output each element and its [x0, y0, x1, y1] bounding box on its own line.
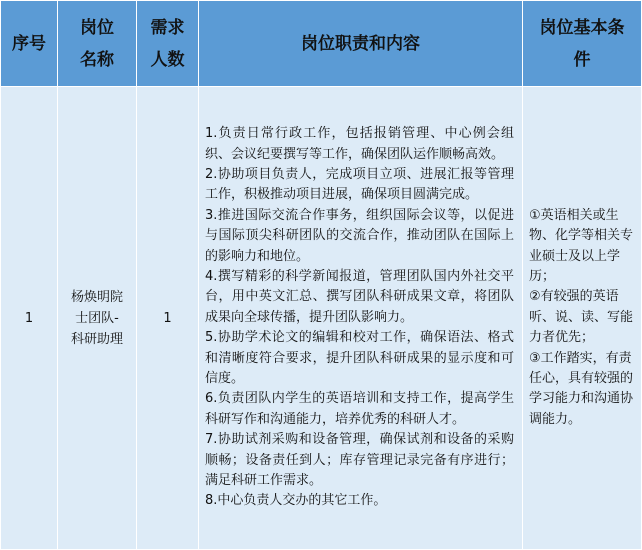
row-index: 1 [1, 87, 58, 550]
header-index: 序号 [1, 1, 58, 87]
header-count [137, 1, 199, 87]
header-duties: 岗位职责和内容 [199, 1, 523, 87]
duty-item: 5.协助学术论文的编辑和校对工作，确保语法、格式和清晰度符合要求，提升团队科研成果的显示度和可信度。 [205, 330, 514, 387]
header-title-line1: 岗位 [80, 17, 114, 38]
duties-list [199, 124, 522, 512]
duty-item: 8.中心负责人交办的其它工作。 [205, 493, 387, 509]
header-title-line2: 名称 [80, 49, 114, 70]
row-count: 1 [137, 87, 199, 550]
table-row [1, 87, 642, 550]
duty-item: 1.负责日常行政工作，包括报销管理、中心例会组织、会议纪要撰写等工作，确保团队运作顺畅高效。 [205, 126, 514, 162]
row-duties [199, 87, 523, 550]
duty-item: 6.负责团队内学生的英语培训和支持工作，提高学生科研写作和沟通能力，培养优秀的科研人才。 [205, 391, 514, 427]
row-title-line3: 科研助理 [70, 331, 123, 347]
header-count-line2: 人数 [150, 49, 185, 70]
requirement-item: ②有较强的英语听、说、读、写能力者优先； [529, 289, 634, 346]
row-requirements [523, 87, 642, 550]
duty-item: 7.协助试剂采购和设备管理，确保试剂和设备的采购顺畅；设备责任到人；库存管理记录完备有序进行；满足科研工作需求。 [205, 432, 514, 489]
header-count-line1: 需求 [150, 17, 185, 38]
requirements-list [523, 206, 641, 430]
requirement-item: ③工作踏实，有责任心，具有较强的学习能力和沟通协调能力。 [529, 350, 634, 427]
requirement-item: ①英语相关或生物、化学等相关专业硕士及以上学历； [529, 207, 634, 284]
header-req-line2: 件 [573, 49, 591, 70]
row-title-line1: 杨焕明院 [70, 289, 123, 305]
header-req-line1: 岗位基本条 [539, 17, 625, 38]
header-row [1, 1, 642, 87]
duty-item: 2.协助项目负责人，完成项目立项、进展汇报等管理工作，积极推动项目进展，确保项目圆满完成。 [205, 166, 514, 203]
header-title [58, 1, 137, 87]
duty-item: 3.推进国际交流合作事务，组织国际会议等，以促进与国际顶尖科研团队的交流合作，推动团队在国际上的影响力和地位。 [205, 207, 514, 264]
duty-item: 4.撰写精彩的科学新闻报道，管理团队国内外社交平台，用中英文汇总、撰写团队科研成果文章，将团队成果向全球传播，提升团队影响力。 [205, 268, 514, 325]
header-requirements [523, 1, 642, 87]
row-title [58, 87, 137, 550]
row-title-line2: 士团队- [75, 310, 119, 326]
